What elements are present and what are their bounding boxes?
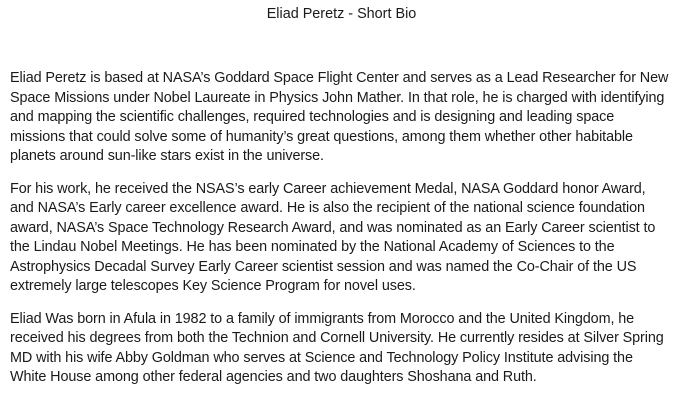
bio-paragraph-awards: For his work, he received the NSAS’s early Career achievement Medal, NASA Goddard honor Award, and NASA’s Early career excellence award. He is also the recipient of the national science foundation award, NASA’s Space Technology Research Award, and was nominated as an Early Career scientist to the Lindau Nobel Meetings. He has been nominated by the National Academy of Sciences to the Astrophysics Decadal Survey Early Career scientist session and was named the Co-Chair of the US extremely large telescopes Key Science Program for novel uses. [10, 180, 656, 294]
document-title: Eliad Peretz - Short Bio [266, 6, 417, 22]
bio-paragraph-personal: Eliad Was born in Afula in 1982 to a family of immigrants from Morocco and the United Kingdom, he received his degrees from both the Technion and Cornell University. He currently resides at Silver Spring MD with his wife Abby Goldman who serves at Science and Technology Policy Institute advising the White House among other federal agencies and two daughters Shoshana and Ruth. [10, 310, 664, 385]
bio-paragraph-position: Eliad Peretz is based at NASA’s Goddard Space Flight Center and serves as a Lead Researcher for New Space Missions under Nobel Laureate in Physics John Mather. In that role, he is charged with identifying and mapping the scientific challenges, required technologies and is designing and leading space missions that could solve some of humanity’s great questions, among them whether other habitable planets around sun-like stars exist in the universe. [10, 70, 669, 164]
